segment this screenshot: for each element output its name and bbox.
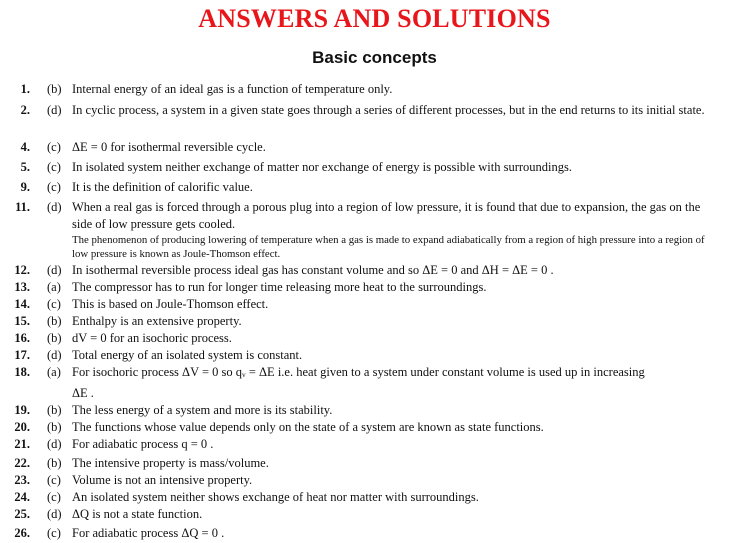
answer-text: In isothermal reversible process ideal gas has constant volume and so ΔE = 0 and ΔH = ΔE = 0 . (72, 263, 554, 277)
answer-option: (b) (47, 420, 62, 434)
answer-option: (c) (47, 473, 61, 487)
answer-text: The less energy of a system and more is its stability. (72, 403, 333, 417)
answer-number: 16. (14, 331, 30, 345)
answer-number: 1. (20, 82, 30, 96)
answer-option: (d) (47, 507, 62, 521)
answer-text-block (72, 199, 722, 261)
answer-text: Volume is not an intensive property. (72, 473, 253, 487)
answer-text: dV = 0 for an isochoric process. (72, 331, 232, 345)
answer-option: (b) (47, 331, 62, 345)
answer-continuation: ΔE . (72, 386, 94, 400)
answer-text: For adiabatic process ΔQ = 0 . (72, 526, 225, 540)
answer-option: (d) (47, 348, 62, 362)
answer-number: 14. (14, 297, 30, 311)
page-title: ANSWERS AND SOLUTIONS (198, 4, 551, 33)
answer-option: (c) (47, 180, 61, 194)
answer-option: (c) (47, 490, 61, 504)
answer-number: 26. (14, 526, 30, 540)
answer-text: In cyclic process, a system in a given state goes through a series of different processes, but in the end returns to its initial state. (72, 103, 705, 117)
answer-number: 22. (14, 456, 30, 470)
answer-text: It is the definition of calorific value. (72, 180, 253, 194)
answer-number: 2. (20, 103, 30, 117)
answer-option: (b) (47, 82, 62, 96)
answer-text: The compressor has to run for longer time releasing more heat to the surroundings. (72, 280, 487, 294)
answer-number: 4. (20, 140, 30, 154)
answer-text: An isolated system neither shows exchange of heat nor matter with surroundings. (72, 490, 479, 504)
answer-number: 21. (14, 437, 30, 451)
answer-note: The phenomenon of producing lowering of temperature when a gas is made to expand adiabatically from a region of high pressure into a region of low pressure is known as Joule-Thomson effect. (72, 234, 705, 260)
answer-text: For isochoric process ΔV = 0 so qᵥ = ΔE i.e. heat given to a system under constant volume is used up in increasing (72, 365, 645, 379)
answer-text: The intensive property is mass/volume. (72, 456, 269, 470)
answer-number: 12. (14, 263, 30, 277)
answer-text: Enthalpy is an extensive property. (72, 314, 242, 328)
section-subtitle: Basic concepts (312, 48, 437, 67)
answer-option: (d) (47, 263, 62, 277)
answer-number: 17. (14, 348, 30, 362)
answer-option: (c) (47, 297, 61, 311)
answer-number: 19. (14, 403, 30, 417)
answer-text: Total energy of an isolated system is constant. (72, 348, 303, 362)
answer-text: ΔQ is not a state function. (72, 507, 203, 521)
answer-number: 23. (14, 473, 30, 487)
answer-option: (c) (47, 160, 61, 174)
answer-text: ΔE = 0 for isothermal reversible cycle. (72, 140, 266, 154)
answer-option: (c) (47, 526, 61, 540)
answer-number: 9. (20, 180, 30, 194)
answer-text: When a real gas is forced through a porous plug into a region of low pressure, it is found that due to expansion, the gas on the side of low pressure gets cooled. (72, 200, 701, 231)
answer-text: The functions whose value depends only on the state of a system are known as state functions. (72, 420, 544, 434)
answer-number: 5. (20, 160, 30, 174)
answer-text-block (72, 364, 722, 402)
answer-text: Internal energy of an ideal gas is a function of temperature only. (72, 82, 393, 96)
answer-number: 15. (14, 314, 30, 328)
answer-option: (b) (47, 403, 62, 417)
answer-option: (d) (47, 103, 62, 117)
answer-number: 13. (14, 280, 30, 294)
answer-option: (d) (47, 437, 62, 451)
answer-number: 18. (14, 365, 30, 379)
answer-option: (c) (47, 140, 61, 154)
answer-option: (b) (47, 314, 62, 328)
answer-number: 25. (14, 507, 30, 521)
answer-option: (d) (47, 200, 62, 214)
answer-option: (a) (47, 280, 61, 294)
answer-number: 20. (14, 420, 30, 434)
answer-text: For adiabatic process q = 0 . (72, 437, 214, 451)
answer-number: 24. (14, 490, 30, 504)
answer-text: In isolated system neither exchange of matter nor exchange of energy is possible with surroundings. (72, 160, 572, 174)
answer-option: (a) (47, 365, 61, 379)
answer-option: (b) (47, 456, 62, 470)
answer-text: This is based on Joule-Thomson effect. (72, 297, 269, 311)
answer-number: 11. (15, 200, 30, 214)
